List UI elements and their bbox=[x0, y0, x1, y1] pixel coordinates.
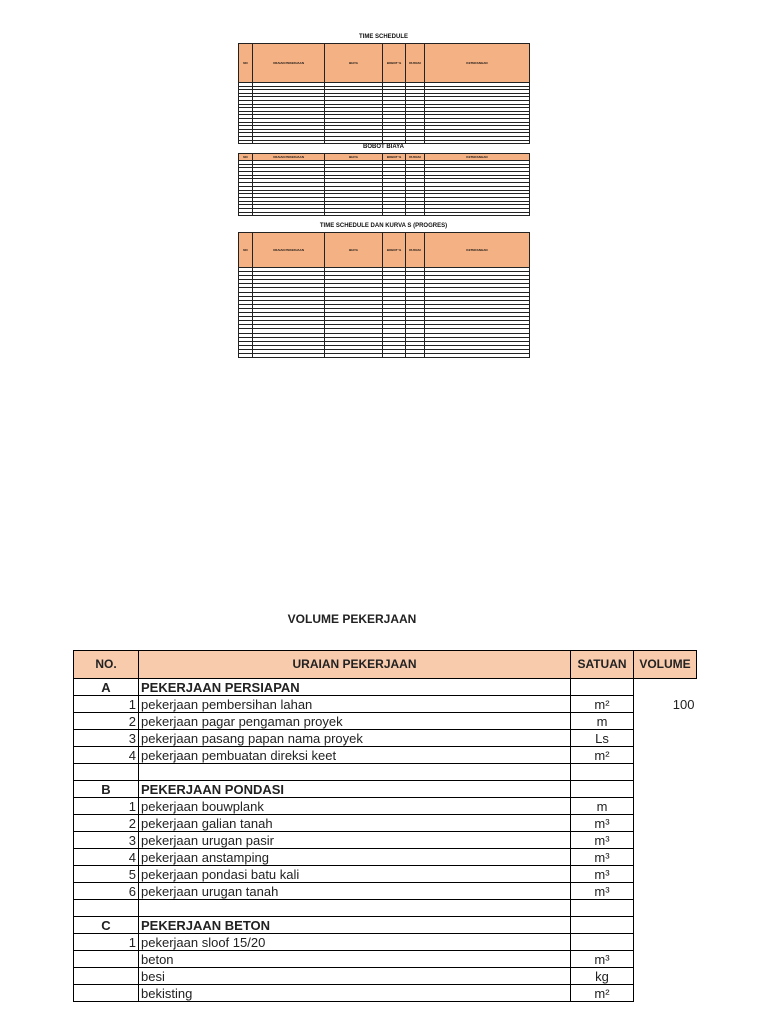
row-volume bbox=[634, 798, 697, 815]
mini-cell bbox=[425, 353, 530, 357]
row-uraian: pekerjaan pondasi batu kali bbox=[139, 866, 571, 883]
mini-header-cell: URAIAN PEKERJAAN bbox=[253, 154, 325, 161]
page-title: VOLUME PEKERJAAN bbox=[287, 612, 417, 626]
row-uraian: pekerjaan bouwplank bbox=[139, 798, 571, 815]
row-volume bbox=[634, 747, 697, 764]
row-satuan bbox=[571, 900, 634, 917]
table-row bbox=[74, 832, 697, 849]
row-satuan: Ls bbox=[571, 730, 634, 747]
mini-title-kurva-s: TIME SCHEDULE DAN KURVA S (PROGRES) bbox=[319, 223, 448, 229]
mini-header-row bbox=[239, 44, 530, 83]
mini-header-cell: BOBOT % bbox=[383, 44, 406, 83]
table-row bbox=[74, 934, 697, 951]
row-satuan bbox=[571, 764, 634, 781]
row-number: 5 bbox=[74, 866, 139, 883]
row-volume bbox=[634, 815, 697, 832]
mini-cell bbox=[325, 353, 383, 357]
mini-header-cell: URAIAN PEKERJAAN bbox=[253, 233, 325, 268]
table-row bbox=[74, 985, 697, 1002]
table-row bbox=[74, 713, 697, 730]
table-row bbox=[74, 747, 697, 764]
row-volume bbox=[634, 951, 697, 968]
table-row bbox=[74, 883, 697, 900]
row-satuan: m³ bbox=[571, 815, 634, 832]
mini-cell bbox=[239, 353, 253, 357]
table-row bbox=[74, 951, 697, 968]
row-satuan: kg bbox=[571, 968, 634, 985]
mini-cell bbox=[239, 212, 253, 216]
mini-header-row bbox=[239, 233, 530, 268]
row-uraian: PEKERJAAN PERSIAPAN bbox=[139, 679, 571, 696]
row-volume bbox=[634, 985, 697, 1002]
row-number bbox=[74, 900, 139, 917]
row-satuan: m² bbox=[571, 985, 634, 1002]
volume-table bbox=[73, 650, 697, 1002]
mini-header-cell: DURASI bbox=[406, 154, 425, 161]
row-satuan: m³ bbox=[571, 832, 634, 849]
mini-table-time-schedule bbox=[238, 43, 530, 144]
row-volume bbox=[634, 832, 697, 849]
row-volume bbox=[634, 934, 697, 951]
row-satuan bbox=[571, 781, 634, 798]
row-volume bbox=[634, 968, 697, 985]
row-volume bbox=[634, 713, 697, 730]
table-header-row bbox=[74, 651, 697, 679]
mini-cell bbox=[383, 212, 406, 216]
mini-table-kurva-s bbox=[238, 232, 530, 358]
table-row bbox=[74, 781, 697, 798]
table-row bbox=[74, 917, 697, 934]
row-number: 2 bbox=[74, 815, 139, 832]
mini-cell bbox=[383, 353, 406, 357]
row-satuan bbox=[571, 934, 634, 951]
row-uraian: beton bbox=[139, 951, 571, 968]
row-number bbox=[74, 951, 139, 968]
row-number: 1 bbox=[74, 934, 139, 951]
table-row bbox=[74, 764, 697, 781]
mini-cell bbox=[425, 212, 530, 216]
row-satuan: m³ bbox=[571, 849, 634, 866]
row-satuan: m³ bbox=[571, 866, 634, 883]
mini-title-bobot-biaya: BOBOT BIAYA bbox=[363, 144, 404, 150]
row-number: B bbox=[74, 781, 139, 798]
row-number: A bbox=[74, 679, 139, 696]
table-row bbox=[74, 679, 697, 696]
row-uraian bbox=[139, 764, 571, 781]
row-volume bbox=[634, 883, 697, 900]
row-uraian: besi bbox=[139, 968, 571, 985]
row-volume bbox=[634, 900, 697, 917]
header-volume: VOLUME bbox=[634, 651, 697, 679]
header-uraian: URAIAN PEKERJAAN bbox=[139, 651, 571, 679]
row-satuan bbox=[571, 917, 634, 934]
mini-header-cell: BIAYA bbox=[325, 154, 383, 161]
row-number bbox=[74, 968, 139, 985]
row-satuan: m bbox=[571, 713, 634, 730]
mini-header-cell: BIAYA bbox=[325, 44, 383, 83]
row-uraian: bekisting bbox=[139, 985, 571, 1002]
mini-row bbox=[239, 353, 530, 357]
mini-header-cell: DURASI bbox=[406, 44, 425, 83]
mini-header-cell: DURASI bbox=[406, 233, 425, 268]
table-row bbox=[74, 730, 697, 747]
row-uraian: pekerjaan sloof 15/20 bbox=[139, 934, 571, 951]
mini-header-row bbox=[239, 154, 530, 161]
row-satuan bbox=[571, 679, 634, 696]
row-uraian: pekerjaan urugan pasir bbox=[139, 832, 571, 849]
mini-row bbox=[239, 212, 530, 216]
mini-header-cell: NO bbox=[239, 233, 253, 268]
row-number bbox=[74, 985, 139, 1002]
row-uraian: pekerjaan galian tanah bbox=[139, 815, 571, 832]
row-uraian: pekerjaan pasang papan nama proyek bbox=[139, 730, 571, 747]
mini-header-cell: KETERANGAN bbox=[425, 233, 530, 268]
mini-header-cell: KETERANGAN bbox=[425, 44, 530, 83]
row-satuan: m² bbox=[571, 747, 634, 764]
mini-header-cell: BOBOT % bbox=[383, 233, 406, 268]
row-number: 4 bbox=[74, 849, 139, 866]
row-number: 1 bbox=[74, 798, 139, 815]
row-volume: 100 bbox=[672, 696, 695, 712]
mini-title-time-schedule: TIME SCHEDULE bbox=[358, 34, 408, 40]
table-row bbox=[74, 815, 697, 832]
row-uraian: pekerjaan pembuatan direksi keet bbox=[139, 747, 571, 764]
row-number bbox=[74, 764, 139, 781]
mini-header-cell: URAIAN PEKERJAAN bbox=[253, 44, 325, 83]
mini-header-cell: BOBOT % bbox=[383, 154, 406, 161]
row-number: 6 bbox=[74, 883, 139, 900]
mini-header-cell: NO bbox=[239, 44, 253, 83]
row-satuan: m² bbox=[571, 696, 634, 713]
row-number: 3 bbox=[74, 730, 139, 747]
header-satuan: SATUAN bbox=[571, 651, 634, 679]
row-number: 3 bbox=[74, 832, 139, 849]
header-no: NO. bbox=[74, 651, 139, 679]
row-uraian: pekerjaan urugan tanah bbox=[139, 883, 571, 900]
mini-header-cell: NO bbox=[239, 154, 253, 161]
row-volume bbox=[634, 781, 697, 798]
row-uraian: PEKERJAAN PONDASI bbox=[139, 781, 571, 798]
mini-cell bbox=[406, 212, 425, 216]
row-satuan: m³ bbox=[571, 883, 634, 900]
row-satuan: m bbox=[571, 798, 634, 815]
table-row bbox=[74, 900, 697, 917]
row-volume bbox=[634, 849, 697, 866]
row-volume bbox=[634, 917, 697, 934]
row-number: 2 bbox=[74, 713, 139, 730]
row-uraian: PEKERJAAN BETON bbox=[139, 917, 571, 934]
row-number: 1 bbox=[74, 696, 139, 713]
row-uraian: pekerjaan anstamping bbox=[139, 849, 571, 866]
row-number: 4 bbox=[74, 747, 139, 764]
mini-cell bbox=[253, 212, 325, 216]
row-volume bbox=[634, 679, 697, 696]
mini-header-cell: KETERANGAN bbox=[425, 154, 530, 161]
row-volume bbox=[634, 764, 697, 781]
table-row bbox=[74, 849, 697, 866]
row-satuan: m³ bbox=[571, 951, 634, 968]
mini-cell bbox=[406, 353, 425, 357]
mini-cell bbox=[325, 212, 383, 216]
row-volume bbox=[634, 730, 697, 747]
mini-table-bobot-biaya bbox=[238, 153, 530, 216]
row-uraian bbox=[139, 900, 571, 917]
row-volume bbox=[634, 866, 697, 883]
table-row bbox=[74, 798, 697, 815]
row-uraian: pekerjaan pembersihan lahan bbox=[139, 696, 571, 713]
table-row bbox=[74, 968, 697, 985]
mini-cell bbox=[253, 353, 325, 357]
row-uraian: pekerjaan pagar pengaman proyek bbox=[139, 713, 571, 730]
mini-header-cell: BIAYA bbox=[325, 233, 383, 268]
table-row bbox=[74, 866, 697, 883]
row-number: C bbox=[74, 917, 139, 934]
table-row bbox=[74, 696, 697, 713]
